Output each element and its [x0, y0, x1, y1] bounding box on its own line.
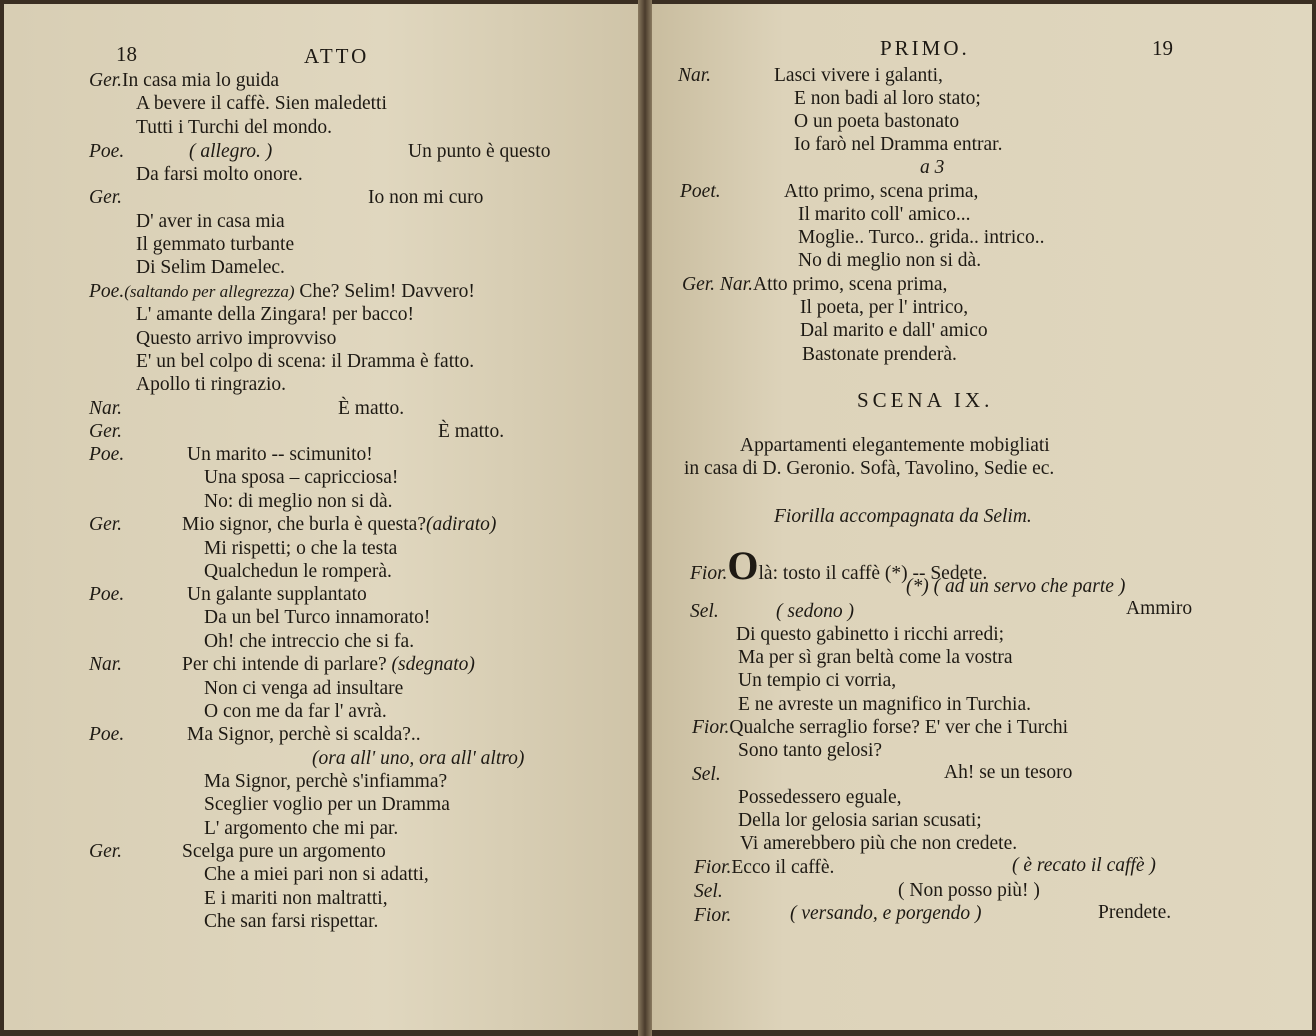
text-line: Sono tanto gelosi?: [738, 740, 883, 761]
speaker-label: Sel.: [690, 601, 719, 622]
text-line: Poe.(saltando per allegrezza) Che? Selim! Davvero!: [89, 281, 475, 302]
text-line: Un galante supplantato: [187, 584, 367, 605]
text-line: Di questo gabinetto i ricchi arredi;: [736, 624, 1005, 645]
text-line: E' un bel colpo di scena: il Dramma è fatto.: [136, 351, 475, 372]
text-line: A bevere il caffè. Sien maledetti: [136, 93, 387, 114]
text-line: Atto primo, scena prima,: [784, 181, 979, 202]
text-line: Di Selim Damelec.: [136, 257, 285, 278]
text-line: No di meglio non si dà.: [798, 250, 982, 271]
text-line: L' argomento che mi par.: [204, 818, 399, 839]
text-line: Il gemmato turbante: [136, 234, 295, 255]
text-line: a 3: [920, 157, 945, 178]
text-line: Da farsi molto onore.: [136, 164, 303, 185]
text-line: Ah! se un tesoro: [944, 762, 1073, 783]
setting-line: in casa di D. Geronio. Sofà, Tavolino, Sedie ec.: [684, 458, 1055, 479]
text-line: E ne avreste un magnifico in Turchia.: [738, 694, 1031, 715]
text-line: Ger.In casa mia lo guida: [89, 70, 280, 91]
stage-direction: (*) ( ad un servo che parte ): [906, 576, 1126, 597]
text-line: Non ci venga ad insultare: [204, 678, 404, 699]
stage-direction: ( sedono ): [776, 601, 854, 622]
stage-direction: ( è recato il caffè ): [1012, 855, 1156, 876]
speaker-label: Sel.: [692, 764, 721, 785]
text-line: Sceglier voglio per un Dramma: [204, 794, 450, 815]
scene-title: SCENA IX.: [857, 388, 994, 412]
text-line: E non badi al loro stato;: [794, 88, 981, 109]
text-line: Ma Signor, perchè s'infiamma?: [204, 771, 448, 792]
text-line: È matto.: [438, 421, 505, 442]
running-header: PRIMO.: [880, 36, 970, 60]
stage-direction: (ora all' uno, ora all' altro): [312, 748, 525, 769]
setting-line: Appartamenti elegantemente mobigliati: [740, 435, 1050, 456]
text-line: O con me da far l' avrà.: [204, 701, 387, 722]
text-line: Possedessero eguale,: [738, 787, 902, 808]
speaker-label: Nar.: [89, 398, 123, 419]
text-line: E i mariti non maltratti,: [204, 888, 388, 909]
speaker-label: Ger.: [89, 514, 123, 535]
text-line: Qualchedun le romperà.: [204, 561, 392, 582]
speaker-label: Ger.: [89, 187, 123, 208]
text-line: Questo arrivo improvviso: [136, 328, 337, 349]
stage-direction: ( allegro. ): [189, 141, 273, 162]
text-line: Ammiro: [1126, 598, 1193, 619]
speaker-label: Nar.: [89, 654, 123, 675]
text-line: No: di meglio non si dà.: [204, 491, 393, 512]
text-line: Della lor gelosia sarian scusati;: [738, 810, 982, 831]
text-line: Un marito -- scimunito!: [187, 444, 373, 465]
speaker-label: Sel.: [694, 881, 723, 902]
text-line: Il poeta, per l' intrico,: [800, 297, 969, 318]
left-page: [4, 4, 638, 1030]
speaker-label: Poe.: [89, 724, 125, 745]
text-line: O un poeta bastonato: [794, 111, 960, 132]
speaker-label: Ger.: [89, 841, 123, 862]
page-number: 18: [116, 42, 137, 66]
speaker-label: Fior.: [694, 905, 732, 926]
text-line: Un tempio ci vorria,: [738, 670, 897, 691]
text-line: Mi rispetti; o che la testa: [204, 538, 398, 559]
text-line: Ma per sì gran beltà come la vostra: [738, 647, 1013, 668]
right-page: [652, 4, 1312, 1030]
text-line: Bastonate prenderà.: [802, 344, 957, 365]
speaker-label: Poet.: [680, 181, 721, 202]
text-line: Per chi intende di parlare? (sdegnato): [182, 654, 475, 675]
text-line: Moglie.. Turco.. grida.. intrico..: [798, 227, 1045, 248]
text-line: Oh! che intreccio che si fa.: [204, 631, 415, 652]
text-line: Io farò nel Dramma entrar.: [794, 134, 1003, 155]
stage-direction: ( versando, e porgendo ): [790, 903, 982, 924]
text-line: Ger. Nar.Atto primo, scena prima,: [682, 274, 948, 295]
text-line: Prendete.: [1098, 902, 1172, 923]
speaker-label: Nar.: [678, 65, 712, 86]
speaker-label: Poe.: [89, 444, 125, 465]
speaker-label: Ger.: [89, 421, 123, 442]
characters-line: Fiorilla accompagnata da Selim.: [774, 506, 1032, 527]
text-line: Un punto è questo: [408, 141, 551, 162]
text-line: Una sposa – capricciosa!: [204, 467, 399, 488]
text-line: Che san farsi rispettar.: [204, 911, 379, 932]
text-line: Apollo ti ringrazio.: [136, 374, 287, 395]
running-header: ATTO: [304, 44, 370, 68]
text-line: ( Non posso più! ): [898, 880, 1040, 901]
text-line: Scelga pure un argomento: [182, 841, 386, 862]
text-line: Fior.Ecco il caffè.: [694, 857, 835, 878]
page-number: 19: [1152, 36, 1173, 60]
text-line: Ma Signor, perchè si scalda?..: [187, 724, 421, 745]
text-line: È matto.: [338, 398, 405, 419]
text-line: Fior.Olà: tosto il caffè (*) -- Sedete.: [690, 543, 988, 588]
text-line: Mio signor, che burla è questa?(adirato): [182, 514, 497, 535]
text-line: Che a miei pari non si adatti,: [204, 864, 429, 885]
text-line: Lasci vivere i galanti,: [774, 65, 943, 86]
book-gutter: [638, 0, 652, 1036]
text-line: Dal marito e dall' amico: [800, 320, 988, 341]
text-line: Io non mi curo: [368, 187, 484, 208]
text-line: Il marito coll' amico...: [798, 204, 971, 225]
speaker-label: Poe.: [89, 584, 125, 605]
text-line: Fior.Qualche serraglio forse? E' ver che i Turchi: [692, 717, 1069, 738]
text-line: Vi amerebbero più che non credete.: [740, 833, 1018, 854]
speaker-label: Poe.: [89, 141, 125, 162]
text-line: Tutti i Turchi del mondo.: [136, 117, 332, 138]
text-line: L' amante della Zingara! per bacco!: [136, 304, 414, 325]
text-line: D' aver in casa mia: [136, 211, 285, 232]
text-line: Da un bel Turco innamorato!: [204, 607, 431, 628]
